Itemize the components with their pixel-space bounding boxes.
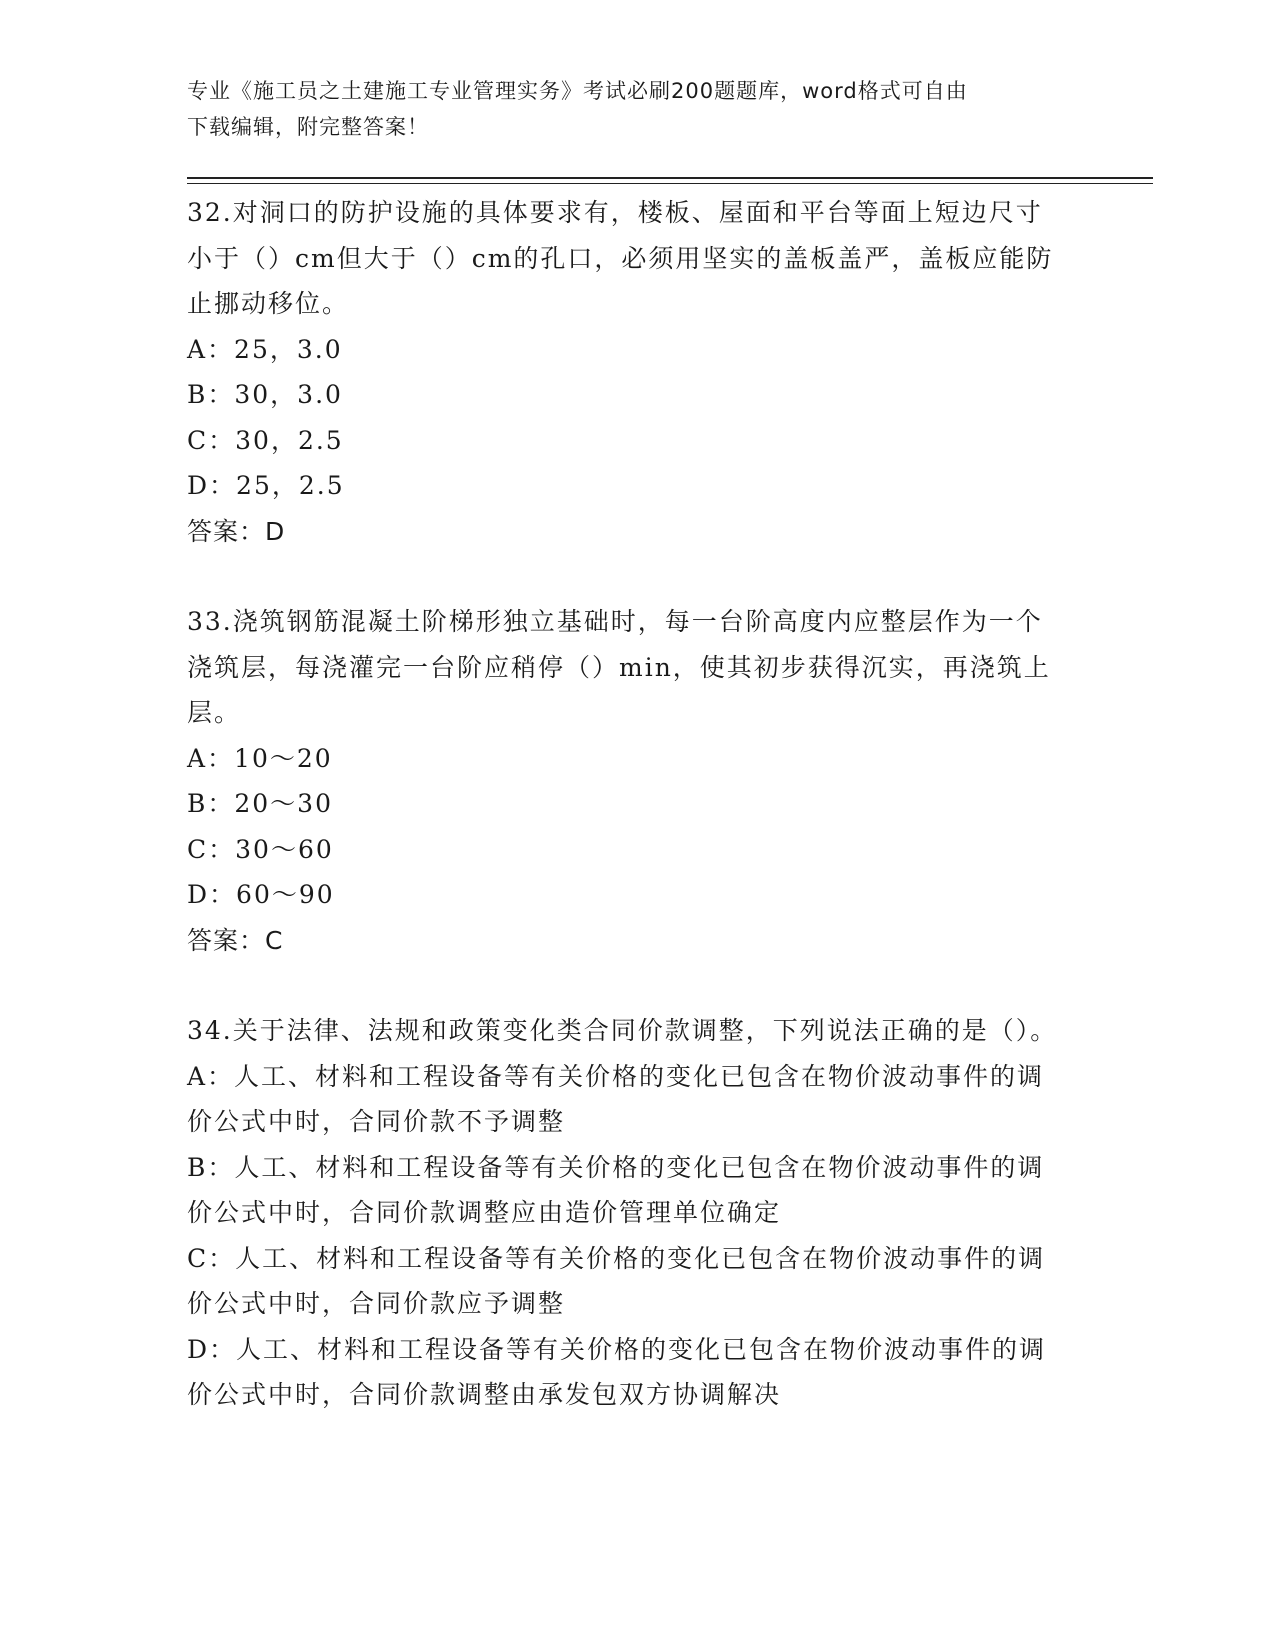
option-b: B：20～30	[187, 789, 333, 818]
option-c: C：30，2.5	[187, 425, 344, 455]
question-34	[187, 1008, 1067, 1418]
answer-label: 答案：C	[187, 925, 284, 955]
option-a: A：人工、材料和工程设备等有关价格的变化已包含在物价波动事件的调价公式中时，合同价款不予调整	[187, 1061, 1045, 1136]
header-line-1: 专业《施工员之土建施工专业管理实务》考试必刷200题题库，word格式可自由	[187, 79, 968, 103]
header-line-2: 下载编辑，附完整答案！	[187, 115, 429, 139]
option-d: D：60～90	[187, 880, 335, 909]
answer-label: 答案：D	[187, 516, 286, 546]
question-stem: 32.对洞口的防护设施的具体要求有，楼板、屋面和平台等面上短边尺寸小于（）cm但大于（）cm的孔口，必须用坚实的盖板盖严，盖板应能防止挪动移位。	[187, 198, 1054, 318]
question-stem: 33.浇筑钢筋混凝土阶梯形独立基础时，每一台阶高度内应整层作为一个浇筑层，每浇灌完一台阶应稍停（）min，使其初步获得沉实，再浇筑上层。	[187, 607, 1051, 727]
option-c: C：人工、材料和工程设备等有关价格的变化已包含在物价波动事件的调价公式中时，合同价款应予调整	[187, 1243, 1046, 1318]
option-b: B：30，3.0	[187, 380, 343, 409]
question-list	[187, 190, 1067, 1418]
option-b: B：人工、材料和工程设备等有关价格的变化已包含在物价波动事件的调价公式中时，合同价款调整应由造价管理单位确定	[187, 1152, 1045, 1227]
option-d: D：25，2.5	[187, 471, 345, 500]
option-a: A：10～20	[187, 743, 333, 773]
option-c: C：30～60	[187, 834, 334, 864]
option-d: D：人工、材料和工程设备等有关价格的变化已包含在物价波动事件的调价公式中时，合同价款调整由承发包双方协调解决	[187, 1334, 1047, 1409]
header-divider-thick	[187, 177, 1153, 179]
document-header	[187, 73, 1067, 145]
question-32	[187, 190, 1067, 554]
question-stem: 34.关于法律、法规和政策变化类合同价款调整，下列说法正确的是（）。	[187, 1016, 1058, 1045]
header-divider-thin	[187, 183, 1153, 184]
option-a: A：25，3.0	[187, 334, 343, 364]
question-33	[187, 599, 1067, 963]
